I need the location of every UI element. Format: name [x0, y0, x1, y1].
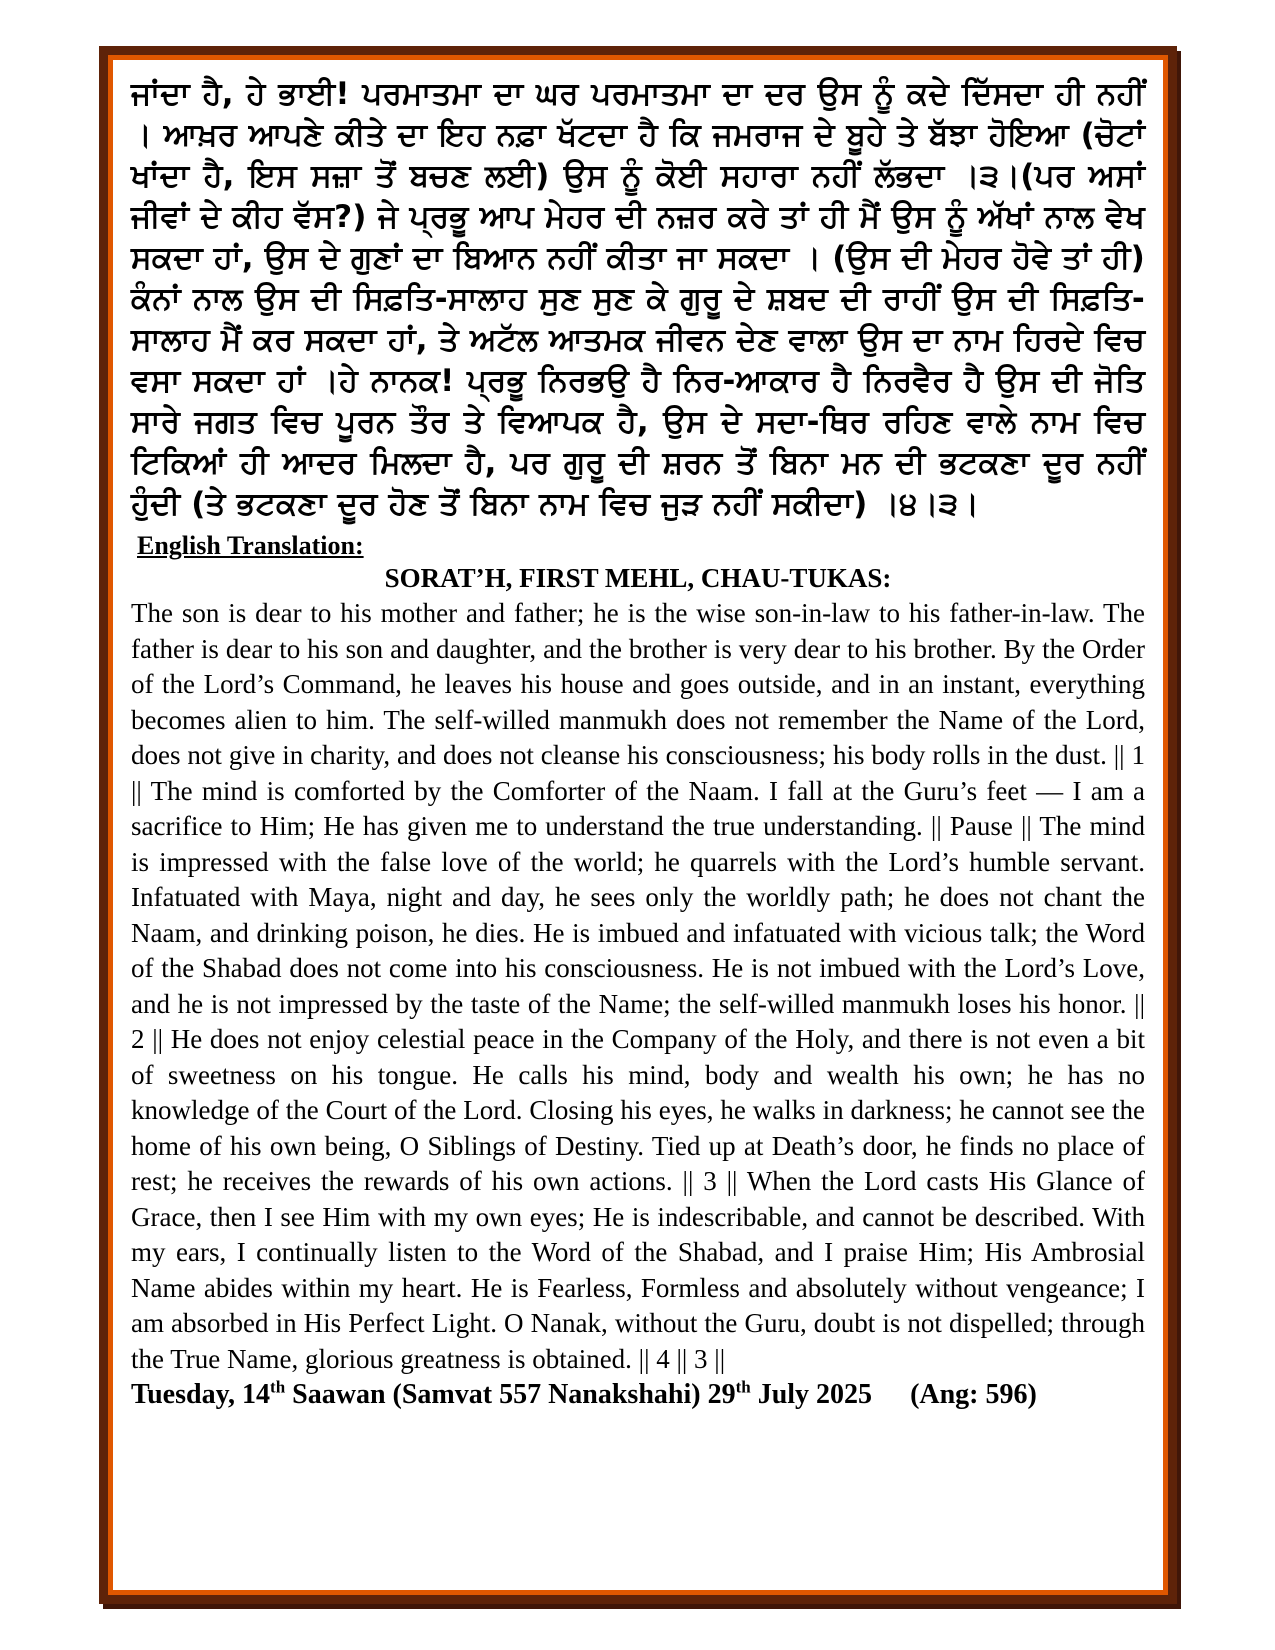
ang-reference: (Ang: 596): [910, 1379, 1037, 1410]
footer-date-line: [131, 1379, 1145, 1411]
english-translation-heading: English Translation:: [137, 531, 364, 560]
page-content-area: [108, 55, 1168, 1595]
english-translation-body: The son is dear to his mother and father; he is the wise son-in-law to his father-in-law. The father is dear to his son and daughter, and the brother is very dear to his brother. By the Order of the Lord’s Command, he leaves his house and goes outside, and in an instant, everything becomes alien to him. The self-willed manmukh does not remember the Name of the Lord, does not give in charity, and does not cleanse his consciousness; his body rolls in the dust. || 1 || The mind is comforted by the Comforter of the Naam. I fall at the Guru’s feet — I am a sacrifice to Him; He has given me to understand the true understanding. || Pause || The mind is impressed with the false love of the world; he quarrels with the Lord’s humble servant. Infatuated with Maya, night and day, he sees only the worldly path; he does not chant the Naam, and drinking poison, he dies. He is imbued and infatuated with vicious talk; the Word of the Shabad does not come into his consciousness. He is not imbued with the Lord’s Love, and he is not impressed by the taste of the Name; the self-willed manmukh loses his honor. || 2 || He does not enjoy celestial peace in the Company of the Holy, and there is not even a bit of sweetness on his tongue. He calls his mind, body and wealth his own; he has no knowledge of the Court of the Lord. Closing his eyes, he walks in darkness; he cannot see the home of his own being, O Siblings of Destiny. Tied up at Death’s door, he finds no place of rest; he receives the rewards of his own actions. || 3 || When the Lord casts His Glance of Grace, then I see Him with my own eyes; He is indescribable, and cannot be described. With my ears, I continually listen to the Word of the Shabad, and I praise Him; His Ambrosial Name abides within my heart. He is Fearless, Formless and absolutely without vengeance; I am absorbed in His Perfect Light. O Nanak, without the Guru, doubt is not dispelled; through the True Name, glorious greatness is obtained. || 4 || 3 ||: [131, 598, 1145, 1374]
footer-ordinal-2: th: [735, 1377, 751, 1397]
footer-ordinal-1: th: [270, 1377, 286, 1397]
punjabi-commentary-paragraph: ਜਾਂਦਾ ਹੈ, ਹੇ ਭਾਈ! ਪਰਮਾਤਮਾ ਦਾ ਘਰ ਪਰਮਾਤਮਾ ਦਾ ਦਰ ਉਸ ਨੂੰ ਕਦੇ ਦਿੱਸਦਾ ਹੀ ਨਹੀਂ । ਆਖ਼ਰ ਆਪਣੇ ਕੀਤੇ ਦਾ ਇਹ ਨਫ਼ਾ ਖੱਟਦਾ ਹੈ ਕਿ ਜਮਰਾਜ ਦੇ ਬੂਹੇ ਤੇ ਬੱਝਾ ਹੋਇਆ (ਚੋਟਾਂ ਖਾਂਦਾ ਹੈ, ਇਸ ਸਜ਼ਾ ਤੋਂ ਬਚਣ ਲਈ) ਉਸ ਨੂੰ ਕੋਈ ਸਹਾਰਾ ਨਹੀਂ ਲੱਭਦਾ ।੩।(ਪਰ ਅਸਾਂ ਜੀਵਾਂ ਦੇ ਕੀਹ ਵੱਸ?) ਜੇ ਪ੍ਰਭੂ ਆਪ ਮੇਹਰ ਦੀ ਨਜ਼ਰ ਕਰੇ ਤਾਂ ਹੀ ਮੈਂ ਉਸ ਨੂੰ ਅੱਖਾਂ ਨਾਲ ਵੇਖ ਸਕਦਾ ਹਾਂ, ਉਸ ਦੇ ਗੁਣਾਂ ਦਾ ਬਿਆਨ ਨਹੀਂ ਕੀਤਾ ਜਾ ਸਕਦਾ । (ਉਸ ਦੀ ਮੇਹਰ ਹੋਵੇ ਤਾਂ ਹੀ) ਕੰਨਾਂ ਨਾਲ ਉਸ ਦੀ ਸਿਫ਼ਤਿ-ਸਾਲਾਹ ਸੁਣ ਸੁਣ ਕੇ ਗੁਰੂ ਦੇ ਸ਼ਬਦ ਦੀ ਰਾਹੀਂ ਉਸ ਦੀ ਸਿਫ਼ਤਿ-ਸਾਲਾਹ ਮੈਂ ਕਰ ਸਕਦਾ ਹਾਂ, ਤੇ ਅਟੱਲ ਆਤਮਕ ਜੀਵਨ ਦੇਣ ਵਾਲਾ ਉਸ ਦਾ ਨਾਮ ਹਿਰਦੇ ਵਿਚ ਵਸਾ ਸਕਦਾ ਹਾਂ ।ਹੇ ਨਾਨਕ! ਪ੍ਰਭੂ ਨਿਰਭਉ ਹੈ ਨਿਰ-ਆਕਾਰ ਹੈ ਨਿਰਵੈਰ ਹੈ ਉਸ ਦੀ ਜੋਤਿ ਸਾਰੇ ਜਗਤ ਵਿਚ ਪੂਰਨ ਤੌਰ ਤੇ ਵਿਆਪਕ ਹੈ, ਉਸ ਦੇ ਸਦਾ-ਥਿਰ ਰਹਿਣ ਵਾਲੇ ਨਾਮ ਵਿਚ ਟਿਕਿਆਂ ਹੀ ਆਦਰ ਮਿਲਦਾ ਹੈ, ਪਰ ਗੁਰੂ ਦੀ ਸ਼ਰਨ ਤੋਂ ਬਿਨਾ ਮਨ ਦੀ ਭਟਕਣਾ ਦੂਰ ਨਹੀਂ ਹੁੰਦੀ (ਤੇ ਭਟਕਣਾ ਦੂਰ ਹੋਣ ਤੋਂ ਬਿਨਾ ਨਾਮ ਵਿਚ ਜੁੜ ਨਹੀਂ ਸਕੀਦਾ) ।੪।੩।: [131, 76, 1145, 522]
page-border-frame: [99, 46, 1177, 1604]
footer-date-part: Tuesday, 14: [131, 1379, 271, 1410]
footer-mid-part: Saawan (Samvat 557 Nanakshahi) 29: [285, 1379, 736, 1410]
shabad-title: SORAT’H, FIRST MEHL, CHAU-TUKAS:: [384, 563, 892, 593]
footer-end-part: July 2025: [750, 1379, 873, 1410]
